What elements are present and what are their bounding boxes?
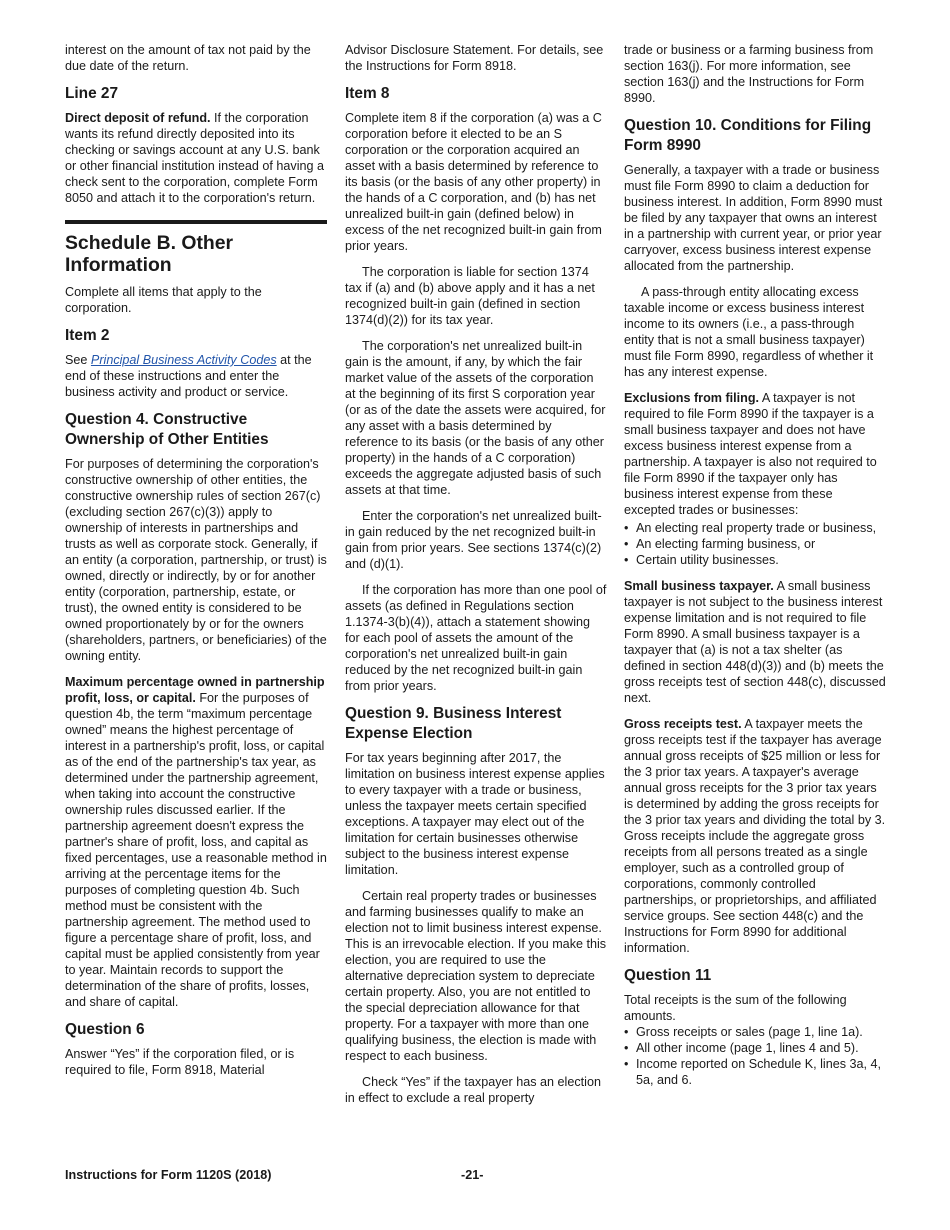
paragraph-question-9-2: Certain real property trades or businesses and farming businesses qualify to make an election not to limit business interest expense. This is an irrevocable election. If you make this election, you are required to use the alternative depreciation system to depreciate certain property. Also, you are not entitled to the special depreciation allowance for that property. For a taxpayer with more than one qualifying business, the election is made with respect to each business. <box>345 889 607 1063</box>
list-exclusions <box>624 520 886 568</box>
paragraph-item-8-5: If the corporation has more than one pool of assets (as defined in Regulations section 1.1374-3(b)(4)), attach a statement showing for each pool of assets the amount of the corporation's net unrealized built-in gain reduced by the net recognized built-in gain from prior years. <box>345 583 607 693</box>
column-left <box>65 42 327 1088</box>
text-exclusions: A taxpayer is not required to file Form 8990 if the taxpayer is a small business taxpayer and does not have excess business interest expense from a partnership. A taxpayer is also not required to file Form 8990 if the taxpayer only has business interest expense from these excepted trades or businesses: <box>624 391 877 517</box>
lead-gross-receipts: Gross receipts test. <box>624 717 742 731</box>
footer-page-number: -21- <box>461 1168 484 1182</box>
text-small-business: A small business taxpayer is not subject to the business interest expense limitation and is not required to file Form 8990. A small business taxpayer is a taxpayer that (a) is not a tax shelter (as defined in section 448(d)(3)) and (b) meets the gross receipts test of section 448(c), discussed next. <box>624 579 886 705</box>
list-item: • Income reported on Schedule K, lines 3a, 4, 5a, and 6. <box>624 1056 886 1088</box>
paragraph-max-percentage <box>65 674 327 1010</box>
list-item: • All other income (page 1, lines 4 and 5). <box>624 1040 886 1056</box>
paragraph-interest-continued: interest on the amount of tax not paid by the due date of the return. <box>65 43 311 73</box>
text-gross-receipts: A taxpayer meets the gross receipts test if the taxpayer has average annual gross receipts of $25 million or less for the 3 prior tax years. A taxpayer's average annual gross receipts for the 3 prior tax years is determined by adding the gross receipts for the 3 prior tax years and dividing the total by 3. Gross receipts include the aggregate gross receipts from all persons treated as a single employer, such as a controlled group of corporations, commonly controlled partnerships, or proprietorships, and affiliated service groups. See section 448(c) and the Instructions for Form 8990 for additional information. <box>624 717 886 955</box>
heading-question-11: Question 11 <box>624 967 712 984</box>
paragraph-question-6: Answer “Yes” if the corporation filed, or is required to file, Form 8918, Material <box>65 1047 295 1077</box>
paragraph-item-8-3: The corporation's net unrealized built-in gain is the amount, if any, by which the fair market value of the assets of the corporation at the beginning of its first S corporation year (or as of the date the assets were acquired, for any asset with a basis determined by reference to its basis (or the basis of any other property) in the hands of a C corporation) exceeds the aggregate adjusted basis of such assets at that time. <box>345 339 606 497</box>
column-middle <box>345 42 607 1116</box>
heading-question-9: Question 9. Business Interest Expense Election <box>345 705 562 742</box>
section-rule <box>65 220 327 224</box>
paragraph-direct-deposit <box>65 110 327 206</box>
item2-post: at the end of these instructions and enter the business activity and product or service. <box>65 353 312 399</box>
list-item: • Certain utility businesses. <box>624 552 886 568</box>
lead-small-business: Small business taxpayer. <box>624 579 774 593</box>
paragraph-item-8-1: Complete item 8 if the corporation (a) was a C corporation before it elected to be an S corporation or the corporation acquired an asset with a basis determined by reference to its basis (or the basis of any other property) in the hands of a C corporation, and (b) has net unrealized built-in gain (defined below) in excess of the net recognized built-in gain from prior years. <box>345 111 602 253</box>
footer-form-title: Instructions for Form 1120S (2018) <box>65 1168 272 1182</box>
lead-direct-deposit: Direct deposit of refund. <box>65 111 211 125</box>
lead-exclusions: Exclusions from filing. <box>624 391 760 405</box>
list-item: • Gross receipts or sales (page 1, line 1a). <box>624 1024 886 1040</box>
paragraph-advisor-disclosure: Advisor Disclosure Statement. For details, see the Instructions for Form 8918. <box>345 43 604 73</box>
heading-question-6: Question 6 <box>65 1021 145 1038</box>
page-footer <box>65 1168 886 1186</box>
paragraph-schedule-b: Complete all items that apply to the corporation. <box>65 285 262 315</box>
paragraph-question-11: Total receipts is the sum of the following amounts. <box>624 993 847 1023</box>
list-total-receipts <box>624 1024 886 1088</box>
paragraph-section-163j: trade or business or a farming business from section 163(j). For more information, see section 163(j) and the Instructions for Form 8990. <box>624 43 874 105</box>
paragraph-item-2 <box>65 352 327 400</box>
paragraph-question-9-1: For tax years beginning after 2017, the limitation on business interest expense applies to every taxpayer with a trade or business, unless the taxpayer meets certain specified exceptions. A taxpayer may elect out of the limitation for certain businesses otherwise subject to the business interest expense limitation. <box>345 751 605 877</box>
list-item: • An electing farming business, or <box>624 536 886 552</box>
heading-item-2: Item 2 <box>65 327 110 344</box>
list-item: • An electing real property trade or business, <box>624 520 886 536</box>
link-principal-business-codes[interactable]: Principal Business Activity Codes <box>90 353 277 367</box>
paragraph-question-10-2: A pass-through entity allocating excess taxable income or excess business interest income to its owners (i.e., a pass-through entity that is not a small business taxpayer) must file Form 8990, regardless of whether it has any interest expense. <box>624 285 874 379</box>
paragraph-exclusions <box>624 390 886 518</box>
text-max-percentage: For the purposes of question 4b, the term “maximum percentage owned” means the highest percentage of interest in a partnership's profit, loss, or capital as of the end of the partnership's tax year, as determined under the partnership agreement, when taking into account the constructive ownership rules discussed earlier. If the partnership agreement doesn't express the partner's share of profit, loss, and capital as fixed percentages, use a reasonable method in arriving at the percentage items for the purposes of completing question 4b. Such method must be consistent with the partnership agreement. The method used to figure a percentage share of profit, loss, and capital must be applied consistently from year to year. Maintain records to support the determination of the share of profits, losses, and share of capital. <box>65 691 327 1009</box>
heading-question-4: Question 4. Constructive Ownership of Other Entities <box>65 411 269 448</box>
heading-schedule-b: Schedule B. Other Information <box>65 232 234 276</box>
lead-max-percentage: Maximum percentage owned in partnership profit, loss, or capital. <box>65 675 325 705</box>
column-right <box>624 42 886 1098</box>
item2-pre: See <box>65 353 91 367</box>
paragraph-gross-receipts <box>624 716 886 956</box>
heading-line-27: Line 27 <box>65 85 119 102</box>
paragraph-small-business <box>624 578 886 706</box>
paragraph-item-8-4: Enter the corporation's net unrealized built-in gain reduced by the net recognized built-in gain from prior years. See sections 1374(c)(2) and (d)(1). <box>345 509 602 571</box>
paragraph-question-4: For purposes of determining the corporation's constructive ownership of other entities, the constructive ownership rules of section 267(c) (excluding section 267(c)(3)) apply to ownership of interests in partnerships and trusts as well as corporate stock. Generally, if an entity (a corporation, partnership, or trust) is owned, directly or indirectly, by or for another entity (corporation, partnership, estate, or trust), the owned entity is considered to be owned proportionately by or for the owners (shareholders, partners, or beneficiaries) of the owning entity. <box>65 457 327 663</box>
paragraph-question-9-3: Check “Yes” if the taxpayer has an election in effect to exclude a real property <box>345 1075 601 1105</box>
heading-item-8: Item 8 <box>345 85 390 102</box>
heading-question-10: Question 10. Conditions for Filing Form 8990 <box>624 117 872 154</box>
paragraph-question-10-1: Generally, a taxpayer with a trade or business must file Form 8990 to claim a deduction for business interest. In addition, Form 8990 must be filed by any taxpayer that owns an interest in a partnership with current year, or prior year carryover, excess business interest expense allocated from the partnership. <box>624 163 883 273</box>
text-direct-deposit: If the corporation wants its refund directly deposited into its checking or savings account at any U.S. bank or other financial institution instead of having a check sent to the corporation, complete Form 8050 and attach it to the corporation's return. <box>65 111 325 205</box>
paragraph-item-8-2: The corporation is liable for section 1374 tax if (a) and (b) above apply and it has a net recognized built-in gain (defined in section 1374(d)(2)) for its tax year. <box>345 265 595 327</box>
